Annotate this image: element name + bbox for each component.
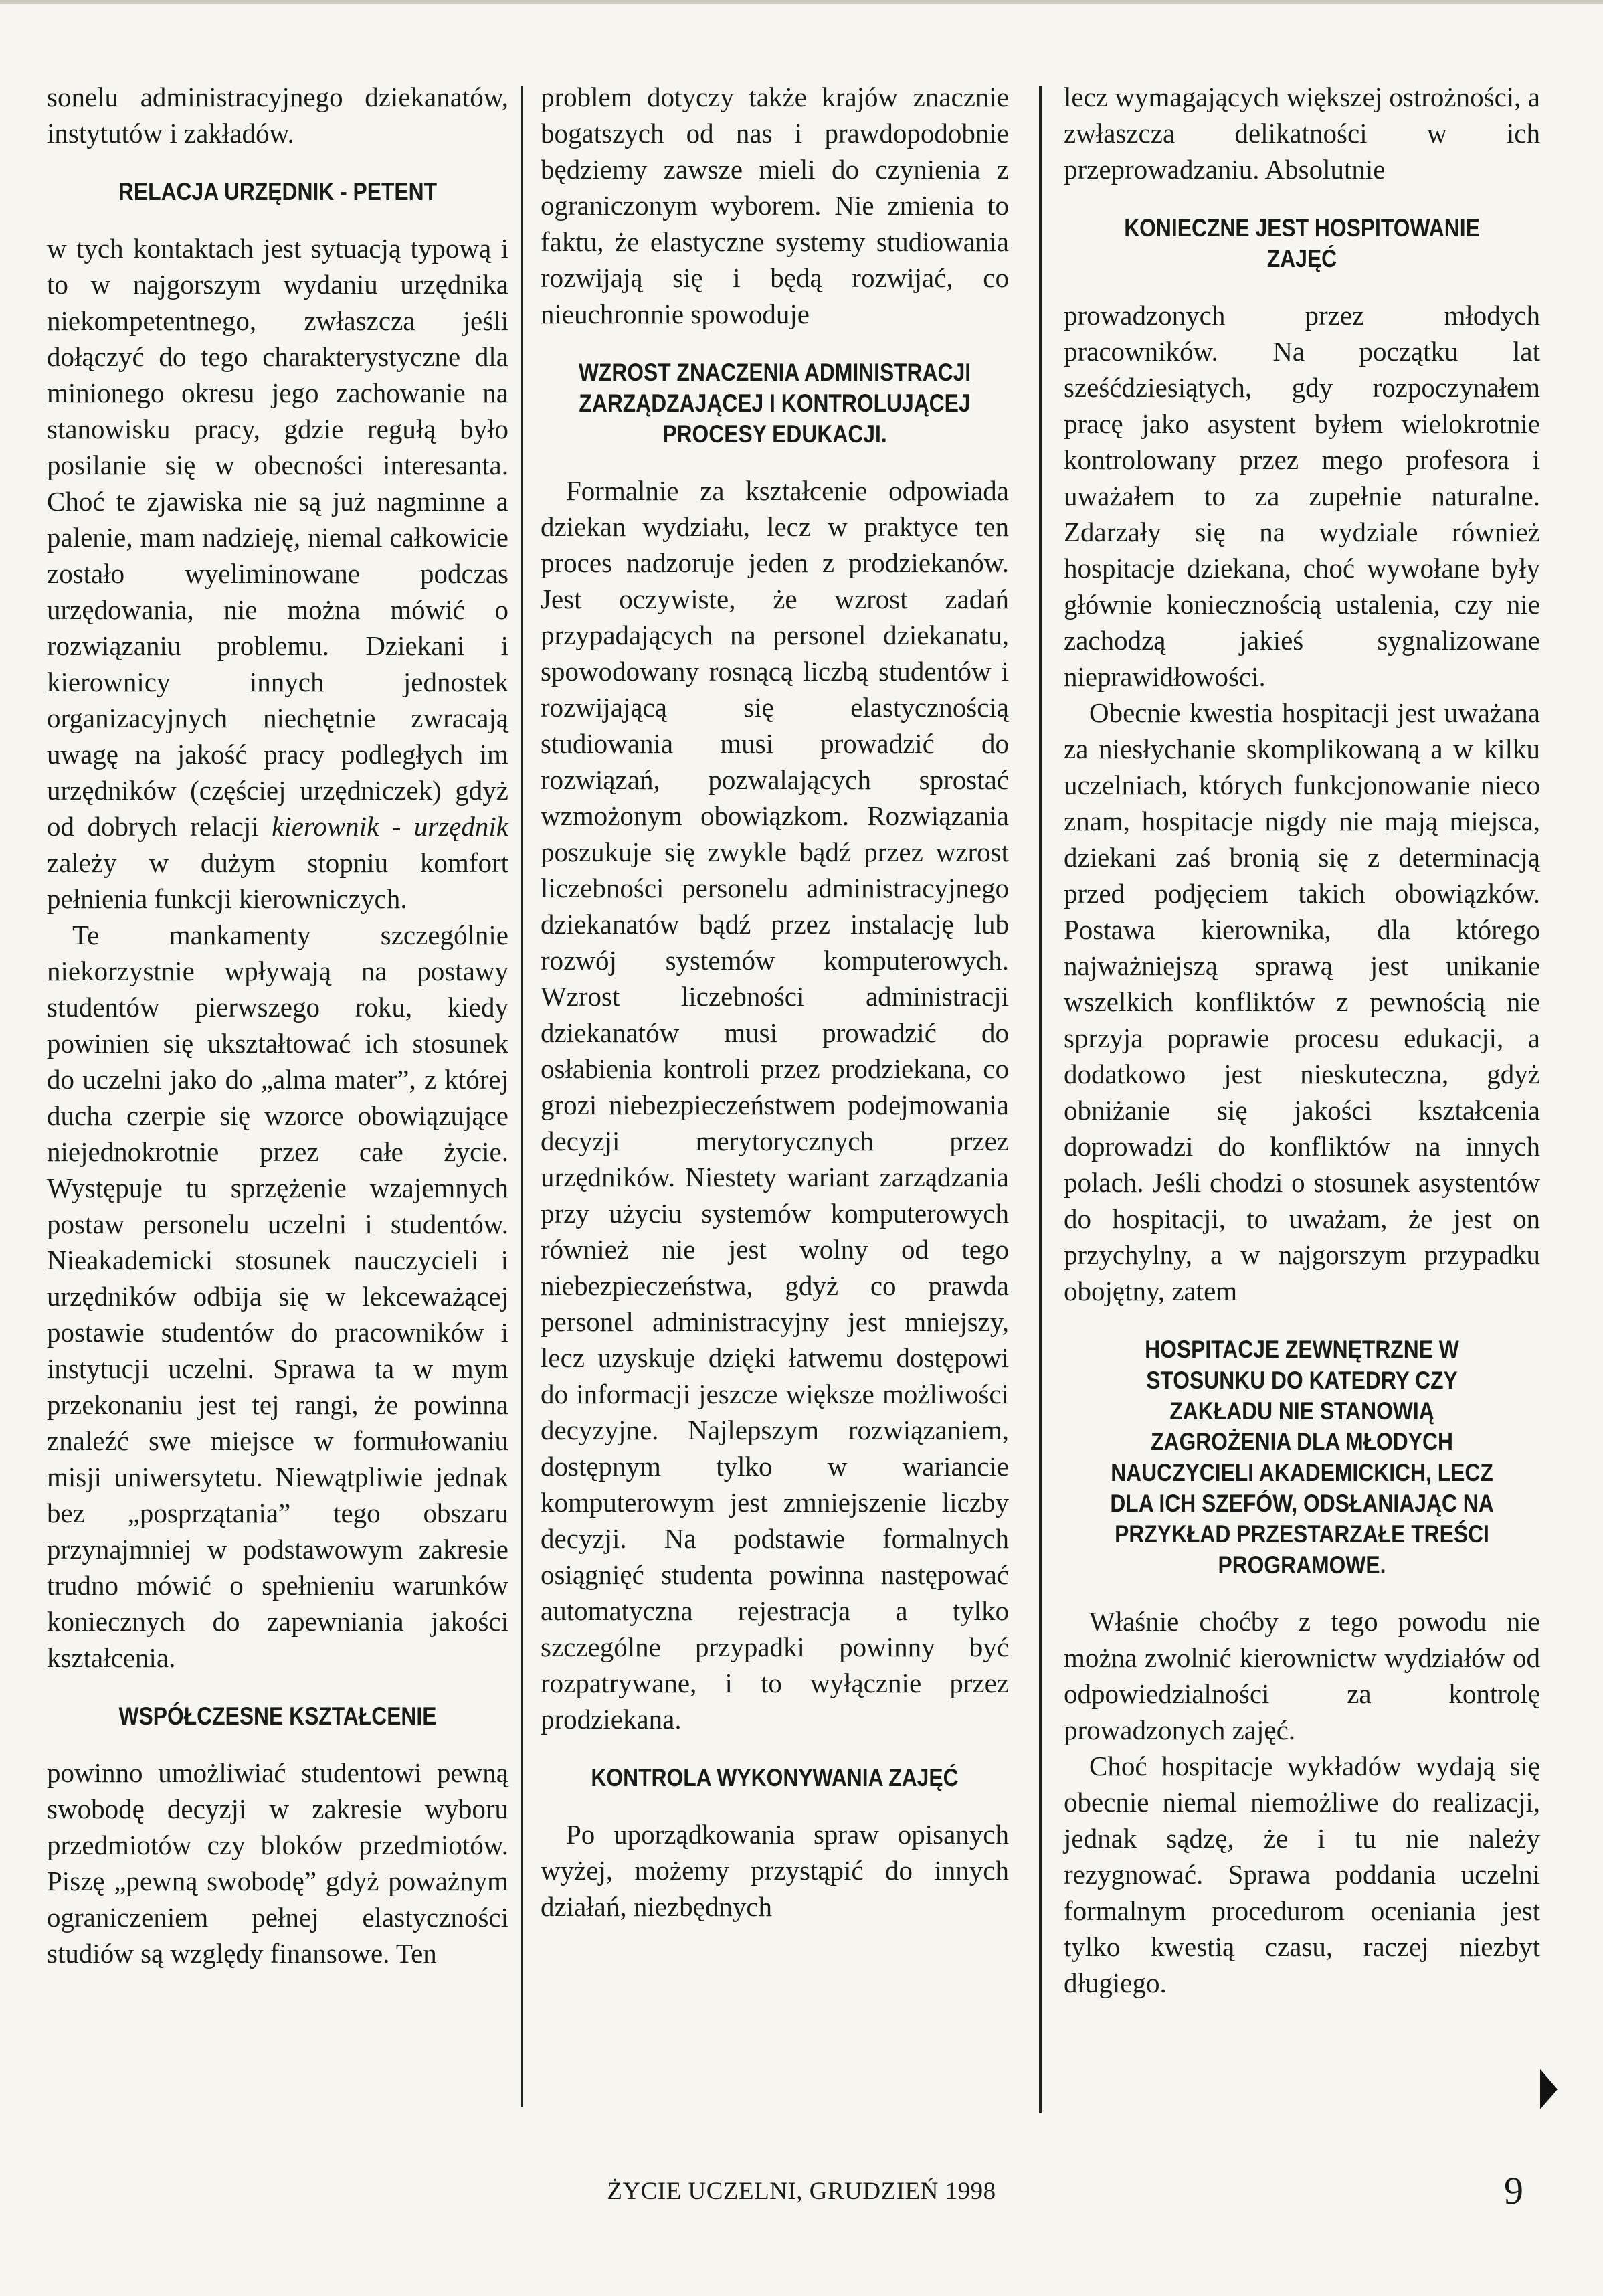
section-heading: RELACJA URZĘDNIK - PETENT bbox=[118, 178, 438, 205]
paragraph: prowadzonych przez młodych pracowników. Na początku lat sześćdziesiątych, gdy rozpoczynałem pracę jako asystent byłem wielokrotnie kontrolowany przez mego profesora i uważałem to za zupełnie naturalne. Zdarzały się na wydziale również hospitacje dziekana, choć wywołane były głównie koniecznością ustalenia, czy nie zachodzą jakieś sygnalizowane nieprawidłowości. bbox=[1064, 300, 1540, 692]
issue-date: GRUDZIEŃ 1998 bbox=[809, 2178, 996, 2205]
paragraph-text: w tych kontaktach jest sytuacją typową i to w najgorszym wydaniu urzędnika niekompetentnego, zwłaszcza jeśli dołączyć do tego charakterystyczne dla minionego okresu jego zachowanie na stanowisku pracy, gdzie regułą było posilanie się w obecności interesanta. Choć te zjawiska nie są już nagminne a palenie, mam nadzieję, niemal całkowicie zostało wyeliminowane podczas urzędowania, nie można mówić o rozwiązaniu problemu. Dziekani i kierownicy innych jednostek organizacyjnych niechętnie zwracają uwagę na jakość pracy podległych im urzędników (częściej urzędniczek) gdyż od dobrych relacji bbox=[47, 233, 508, 842]
page-number: 9 bbox=[1504, 2169, 1523, 2212]
paragraph: problem dotyczy także krajów znacznie bogatszych od nas i prawdopodobnie będziemy zawsze mieli do czynienia z ograniczonym wyborem. Nie zmienia to faktu, że elastyczne systemy studiowania rozwijają się i będą rozwijać, co nieuchronnie spowoduje bbox=[541, 82, 1009, 329]
paragraph: Po uporządkowania spraw opisanych wyżej, możemy przystąpić do innych działań, niezbędnych bbox=[541, 1819, 1009, 1922]
emphasis-text: kierownik - urzędnik bbox=[272, 811, 508, 842]
section-heading: HOSPITACJE ZEWNĘTRZNE W STOSUNKU DO KATEDRY CZY ZAKŁADU NIE STANOWIĄ ZAGROŻENIA DLA MŁODYCH NAUCZYCIELI AKADEMICKICH, LECZ DLA ICH SZEFÓW, ODSŁANIAJĄC NA PRZYKŁAD PRZESTARZAŁE TREŚCI PROGRAMOWE. bbox=[1110, 1336, 1494, 1579]
paragraph-text: zależy w dużym stopniu komfort pełnienia funkcji kierowniczych. bbox=[47, 847, 508, 914]
continue-arrow-icon bbox=[1540, 2069, 1558, 2109]
paragraph: Te mankamenty szczególnie niekorzystnie wpływają na postawy studentów pierwszego roku, kiedy powinien się ukształtować ich stosunek do uczelni jako do „alma mater”, z której ducha czerpie się wzorce obowiązujące niejednokrotnie przez całe życie. Występuje tu sprzężenie wzajemnych postaw personelu uczelni i studentów. Nieakademicki stosunek nauczycieli i urzędników odbija się w lekceważącej postawie studentów do pracowników i instytucji uczelni. Sprawa ta w mym przekonaniu jest tej rangi, że powinna znaleźć swe miejsce w formułowaniu misji uniwersytetu. Niewątpliwie jednak bez „posprzątania” tego obszaru przynajmniej w podstawowym zakresie trudno mówić o spełnieniu warunków koniecznych do zapewniania jakości kształcenia. bbox=[47, 919, 508, 1673]
paragraph: powinno umożliwiać studentowi pewną swobodę decyzji w zakresie wyboru przedmiotów czy bloków przedmiotów. Piszę „pewną swobodę” gdyż poważnym ograniczeniem pełnej elastyczności studiów są względy finansowe. Ten bbox=[47, 1757, 508, 1969]
paragraph: Właśnie choćby z tego powodu nie można zwolnić kierownictw wydziałów od odpowiedzialności za kontrolę prowadzonych zajęć. bbox=[1064, 1606, 1540, 1745]
paragraph: lecz wymagających większej ostrożności, a zwłaszcza delikatności w ich przeprowadzaniu. Absolutnie bbox=[1064, 82, 1540, 185]
paragraph: sonelu administracyjnego dziekanatów, instytutów i zakładów. bbox=[47, 82, 508, 149]
paragraph: Choć hospitacje wykładów wydają się obecnie niemal niemożliwe do realizacji, jednak sądzę, że i tu nie należy rezygnować. Sprawa poddania uczelni formalnym procedurom oceniania jest tylko kwestią czasu, raczej niezbyt długiego. bbox=[1064, 1751, 1540, 1998]
section-heading: WZROST ZNACZENIA ADMINISTRACJI ZARZĄDZAJĄCEJ I KONTROLUJĄCEJ PROCESY EDUKACJI. bbox=[578, 359, 971, 448]
journal-name: ŻYCIE UCZELNI, bbox=[607, 2178, 804, 2205]
column-divider bbox=[1039, 86, 1042, 2113]
paragraph: Obecnie kwestia hospitacji jest uważana za niesłychanie skomplikowaną a w kilku uczelniach, których funkcjonowanie nieco znam, hospitacje nigdy nie mają miejsca, dziekani zaś bronią się z determinacją przed podjęciem takich obowiązków. Postawa kierownika, dla którego najważniejszą sprawą jest unikanie wszelkich konfliktów z pewnością nie sprzyja poprawie procesu edukacji, a dodatkowo jest nieskuteczna, gdyż obniżanie się jakości kształcenia doprowadzi do konfliktów na innych polach. Jeśli chodzi o stosunek asystentów do hospitacji, to uważam, że jest on przychylny, a w najgorszym przypadku obojętny, zatem bbox=[1064, 697, 1540, 1306]
page-top-edge bbox=[0, 0, 1603, 4]
paragraph: Formalnie za kształcenie odpowiada dziekan wydziału, lecz w praktyce ten proces nadzoruje jeden z prodziekanów. Jest oczywiste, że wzrost zadań przypadających na personel dziekanatu, spowodowany rosnącą liczbą studentów i rozwijającą się elastycznością studiowania musi prowadzić do rozwiązań, pozwalających sprostać wzmożonym obowiązkom. Rozwiązania poszukuje się zwykle bądź przez wzrost liczebności personelu administracyjnego dziekanatów bądź przez instalację lub rozwój systemów komputerowych. Wzrost liczebności administracji dziekanatów musi prowadzić do osłabienia kontroli przez prodziekana, co grozi niebezpieczeństwem podejmowania decyzji merytorycznych przez urzędników. Niestety wariant zarządzania przy użyciu systemów komputerowych również nie jest wolny od tego niebezpieczeństwa, gdyż co prawda personel administracyjny jest mniejszy, lecz uzyskuje dzięki łatwemu dostępowi do informacji jeszcze większe możliwości decyzyjne. Najlepszym rozwiązaniem, dostępnym tylko w wariancie komputerowym jest zmniejszenie liczby decyzji. Na podstawie formalnych osiągnięć studenta powinna następować automatyczna rejestracja a tylko szczególne przypadki powinny być rozpatrywane, i to wyłącznie przez prodziekana. bbox=[541, 475, 1009, 1735]
column-divider bbox=[521, 86, 523, 2107]
text-column-3 bbox=[1064, 79, 1540, 2001]
section-heading: KONTROLA WYKONYWANIA ZAJĘĆ bbox=[591, 1764, 959, 1791]
text-column-2 bbox=[541, 79, 1009, 1925]
section-heading: WSPÓŁCZESNE KSZTAŁCENIE bbox=[118, 1702, 437, 1730]
page-footer bbox=[0, 2177, 1603, 2206]
text-column-1 bbox=[47, 79, 508, 1971]
paragraph bbox=[47, 230, 508, 917]
section-heading: KONIECZNE JEST HOSPITOWANIE ZAJĘĆ bbox=[1124, 214, 1480, 272]
